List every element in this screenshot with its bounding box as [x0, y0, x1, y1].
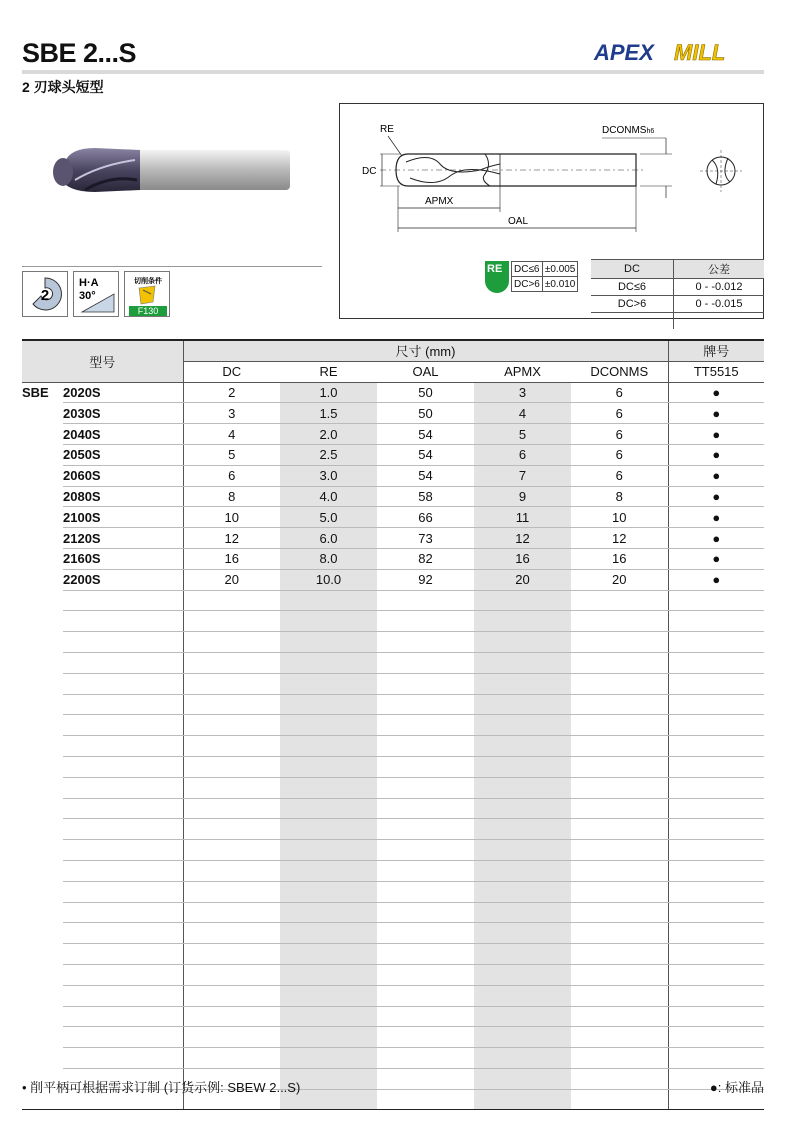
stock-mark: ●: [668, 465, 764, 486]
cell-dconms: 20: [571, 569, 668, 590]
col-grade: TT5515: [668, 361, 764, 382]
cell-apmx: 12: [474, 528, 571, 549]
cell-dc: 5: [183, 444, 280, 465]
re-tolerance-box: [485, 261, 585, 293]
empty-row: [22, 964, 764, 985]
cell-dc: 12: [183, 528, 280, 549]
tool-diagram: [339, 103, 764, 319]
empty-row: [22, 590, 764, 611]
cell-dconms: 6: [571, 403, 668, 424]
col-apmx: APMX: [504, 364, 541, 380]
empty-row: [22, 736, 764, 757]
re-badge: RE: [485, 261, 509, 293]
empty-row: [22, 1006, 764, 1027]
stock-mark: ●: [668, 548, 764, 569]
stock-mark: ●: [668, 486, 764, 507]
cell-dc: 3: [183, 403, 280, 424]
empty-row: [22, 798, 764, 819]
series-prefix: [22, 424, 63, 445]
cell-dconms: 10: [571, 507, 668, 528]
dconms-label: DCONMSh6: [602, 125, 655, 136]
table-row: [22, 486, 764, 507]
stock-mark: ●: [668, 424, 764, 445]
cell-dc: 10: [183, 507, 280, 528]
dc-label: DC: [362, 166, 377, 177]
table-row: [22, 382, 764, 403]
helix-angle-icon: [73, 271, 119, 317]
cell-dconms: 6: [571, 444, 668, 465]
cell-re: 2.5: [280, 444, 377, 465]
page-subtitle: 2 刃球头短型: [22, 79, 104, 95]
table-row: [22, 444, 764, 465]
cell-dc: 20: [183, 569, 280, 590]
empty-row: [22, 715, 764, 736]
flutes-2-icon: [22, 271, 68, 317]
cell-oal: 54: [377, 424, 474, 445]
svg-text:切削条件: 切削条件: [134, 278, 162, 285]
empty-row: [22, 944, 764, 965]
cell-dc: 16: [183, 548, 280, 569]
cell-apmx: 7: [474, 465, 571, 486]
empty-row: [22, 819, 764, 840]
cell-apmx: 11: [474, 507, 571, 528]
cell-re: 5.0: [280, 507, 377, 528]
table-row: [22, 507, 764, 528]
cell-apmx: 4: [474, 403, 571, 424]
model-cell: 2200S: [63, 569, 183, 590]
stock-mark: ●: [668, 507, 764, 528]
table-row: [22, 569, 764, 590]
cell-re: 1.0: [280, 382, 377, 403]
empty-row: [22, 840, 764, 861]
model-cell: 2020S: [63, 382, 183, 403]
model-cell: 2040S: [63, 424, 183, 445]
re-tolerance-table: DC≤6 ±0.005 DC>6 ±0.010: [511, 261, 578, 292]
svg-text:30°: 30°: [79, 290, 96, 302]
model-cell: 2030S: [63, 403, 183, 424]
cell-dconms: 8: [571, 486, 668, 507]
cell-dconms: 16: [571, 548, 668, 569]
cell-apmx: 16: [474, 548, 571, 569]
cell-oal: 82: [377, 548, 474, 569]
cell-dconms: 6: [571, 382, 668, 403]
cell-oal: 66: [377, 507, 474, 528]
cell-oal: 50: [377, 382, 474, 403]
col-dconms: DCONMS: [590, 364, 649, 380]
empty-row: [22, 777, 764, 798]
svg-text:2: 2: [40, 287, 50, 304]
series-prefix: [22, 465, 63, 486]
svg-text:MILL: MILL: [674, 40, 726, 65]
stock-mark: ●: [668, 382, 764, 403]
model-cell: 2050S: [63, 444, 183, 465]
cell-dconms: 12: [571, 528, 668, 549]
cell-dconms: 6: [571, 465, 668, 486]
title-rule: [22, 70, 764, 74]
cell-oal: 54: [377, 465, 474, 486]
stock-mark: ●: [668, 528, 764, 549]
empty-row: [22, 652, 764, 673]
empty-row: [22, 902, 764, 923]
table-row: [22, 403, 764, 424]
cell-re: 4.0: [280, 486, 377, 507]
stock-mark: ●: [668, 403, 764, 424]
empty-row: [22, 673, 764, 694]
series-prefix: [22, 486, 63, 507]
legend: ●: 标准品: [709, 1080, 764, 1095]
cell-re: 2.0: [280, 424, 377, 445]
series-prefix: [22, 403, 63, 424]
apmx-label: APMX: [425, 196, 454, 207]
svg-text:APEX: APEX: [594, 40, 654, 65]
empty-row: [22, 632, 764, 653]
table-row: [22, 528, 764, 549]
model-cell: 2100S: [63, 507, 183, 528]
cell-apmx: 20: [474, 569, 571, 590]
table-row: [22, 465, 764, 486]
series-prefix: [22, 548, 63, 569]
svg-text:F130: F130: [137, 306, 159, 316]
cell-apmx: 9: [474, 486, 571, 507]
cell-oal: 73: [377, 528, 474, 549]
cell-re: 1.5: [280, 403, 377, 424]
empty-row: [22, 860, 764, 881]
table-body: [22, 382, 764, 1110]
cell-apmx: 6: [474, 444, 571, 465]
product-table: [22, 339, 764, 1110]
model-header: 型号: [22, 340, 183, 382]
oal-label: OAL: [508, 216, 529, 227]
grade-header: 牌号: [668, 340, 764, 361]
empty-row: [22, 1048, 764, 1069]
table-row: [22, 548, 764, 569]
cell-dc: 2: [183, 382, 280, 403]
cell-re: 8.0: [280, 548, 377, 569]
series-prefix: [22, 507, 63, 528]
cell-dconms: 6: [571, 424, 668, 445]
cell-re: 6.0: [280, 528, 377, 549]
empty-row: [22, 881, 764, 902]
cell-oal: 50: [377, 403, 474, 424]
svg-text:H·A: H·A: [79, 277, 99, 289]
icon-rule: [22, 266, 322, 267]
cell-dc: 8: [183, 486, 280, 507]
cell-re: 3.0: [280, 465, 377, 486]
page-title: SBE 2...S: [22, 38, 137, 68]
footnote: • 削平柄可根据需求订制 (订货示例: SBEW 2...S): [22, 1080, 301, 1095]
series-prefix: [22, 528, 63, 549]
table-row: [22, 424, 764, 445]
col-oal: OAL: [412, 364, 439, 380]
model-cell: 2160S: [63, 548, 183, 569]
re-label: RE: [380, 124, 394, 135]
col-dc: DC: [183, 361, 280, 382]
series-prefix: [22, 569, 63, 590]
cutting-conditions-icon: [124, 271, 170, 317]
series-prefix: SBE: [22, 385, 49, 401]
empty-row: [22, 923, 764, 944]
cell-apmx: 3: [474, 382, 571, 403]
cell-apmx: 5: [474, 424, 571, 445]
model-cell: 2060S: [63, 465, 183, 486]
col-re: RE: [319, 364, 338, 380]
stock-mark: ●: [668, 444, 764, 465]
dims-header: 尺寸 (mm): [183, 340, 668, 361]
brand-logo: [590, 36, 766, 66]
tool-photo: [45, 140, 300, 200]
dc-tolerance-table: DC 公差 DC≤6 0 - -0.012 DC>6 0 - -0.015: [591, 259, 764, 329]
series-prefix: [22, 444, 63, 465]
stock-mark: ●: [668, 569, 764, 590]
model-cell: 2080S: [63, 486, 183, 507]
cell-oal: 58: [377, 486, 474, 507]
cell-dc: 4: [183, 424, 280, 445]
empty-row: [22, 611, 764, 632]
cell-dc: 6: [183, 465, 280, 486]
empty-row: [22, 756, 764, 777]
empty-row: [22, 985, 764, 1006]
model-cell: 2120S: [63, 528, 183, 549]
empty-row: [22, 1027, 764, 1048]
empty-row: [22, 694, 764, 715]
cell-oal: 54: [377, 444, 474, 465]
cell-oal: 92: [377, 569, 474, 590]
cell-re: 10.0: [280, 569, 377, 590]
